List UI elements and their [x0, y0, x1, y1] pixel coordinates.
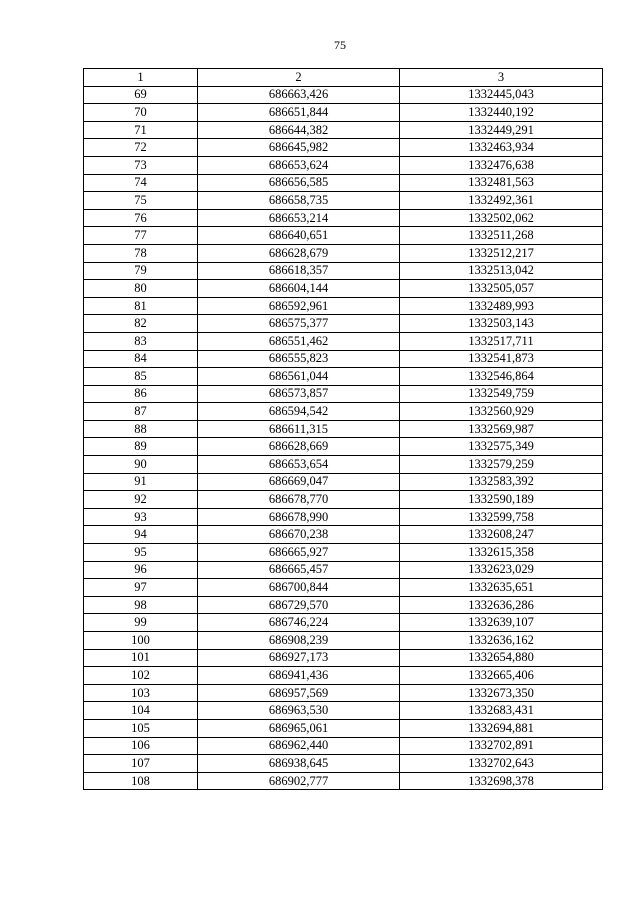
table-row — [84, 262, 603, 280]
x-coordinate-cell: 686965,061 — [198, 719, 400, 737]
y-coordinate-cell: 1332502,062 — [400, 209, 603, 227]
y-coordinate-cell: 1332517,711 — [400, 332, 603, 350]
point-number-cell: 90 — [84, 456, 198, 474]
x-coordinate-cell: 686700,844 — [198, 579, 400, 597]
y-coordinate-cell: 1332635,651 — [400, 579, 603, 597]
y-coordinate-cell: 1332463,934 — [400, 139, 603, 157]
y-coordinate-cell: 1332623,029 — [400, 561, 603, 579]
y-coordinate-cell: 1332449,291 — [400, 121, 603, 139]
y-coordinate-cell: 1332702,891 — [400, 737, 603, 755]
y-coordinate-cell: 1332636,286 — [400, 596, 603, 614]
table-row — [84, 174, 603, 192]
x-coordinate-cell: 686640,651 — [198, 227, 400, 245]
x-coordinate-cell: 686938,645 — [198, 755, 400, 773]
table-row — [84, 491, 603, 509]
table-row — [84, 526, 603, 544]
x-coordinate-cell: 686656,585 — [198, 174, 400, 192]
point-number-cell: 98 — [84, 596, 198, 614]
x-coordinate-cell: 686962,440 — [198, 737, 400, 755]
table-row — [84, 86, 603, 104]
x-coordinate-cell: 686592,961 — [198, 297, 400, 315]
x-coordinate-cell: 686963,530 — [198, 702, 400, 720]
x-coordinate-cell: 686941,436 — [198, 667, 400, 685]
point-number-cell: 70 — [84, 104, 198, 122]
point-number-cell: 89 — [84, 438, 198, 456]
point-number-cell: 96 — [84, 561, 198, 579]
y-coordinate-cell: 1332579,259 — [400, 456, 603, 474]
table-body — [84, 86, 603, 790]
point-number-cell: 76 — [84, 209, 198, 227]
table-row — [84, 104, 603, 122]
table-row — [84, 772, 603, 790]
y-coordinate-cell: 1332583,392 — [400, 473, 603, 491]
point-number-cell: 86 — [84, 385, 198, 403]
table-row — [84, 473, 603, 491]
table-row — [84, 297, 603, 315]
x-coordinate-cell: 686957,569 — [198, 684, 400, 702]
column-header-3: 3 — [400, 69, 603, 87]
x-coordinate-cell: 686927,173 — [198, 649, 400, 667]
y-coordinate-cell: 1332665,406 — [400, 667, 603, 685]
point-number-cell: 71 — [84, 121, 198, 139]
x-coordinate-cell: 686902,777 — [198, 772, 400, 790]
x-coordinate-cell: 686908,239 — [198, 632, 400, 650]
table-row — [84, 227, 603, 245]
y-coordinate-cell: 1332569,987 — [400, 420, 603, 438]
y-coordinate-cell: 1332702,643 — [400, 755, 603, 773]
table-row — [84, 385, 603, 403]
table-row — [84, 737, 603, 755]
point-number-cell: 85 — [84, 368, 198, 386]
x-coordinate-cell: 686644,382 — [198, 121, 400, 139]
table-row — [84, 702, 603, 720]
x-coordinate-cell: 686653,624 — [198, 156, 400, 174]
point-number-cell: 106 — [84, 737, 198, 755]
y-coordinate-cell: 1332549,759 — [400, 385, 603, 403]
y-coordinate-cell: 1332512,217 — [400, 244, 603, 262]
y-coordinate-cell: 1332503,143 — [400, 315, 603, 333]
point-number-cell: 87 — [84, 403, 198, 421]
table-row — [84, 315, 603, 333]
table-row — [84, 667, 603, 685]
point-number-cell: 82 — [84, 315, 198, 333]
y-coordinate-cell: 1332541,873 — [400, 350, 603, 368]
point-number-cell: 108 — [84, 772, 198, 790]
point-number-cell: 74 — [84, 174, 198, 192]
table-row — [84, 684, 603, 702]
y-coordinate-cell: 1332608,247 — [400, 526, 603, 544]
y-coordinate-cell: 1332440,192 — [400, 104, 603, 122]
table-row — [84, 280, 603, 298]
table-row — [84, 579, 603, 597]
x-coordinate-cell: 686594,542 — [198, 403, 400, 421]
y-coordinate-cell: 1332683,431 — [400, 702, 603, 720]
point-number-cell: 81 — [84, 297, 198, 315]
x-coordinate-cell: 686665,457 — [198, 561, 400, 579]
table-row — [84, 632, 603, 650]
point-number-cell: 73 — [84, 156, 198, 174]
x-coordinate-cell: 686658,735 — [198, 192, 400, 210]
y-coordinate-cell: 1332511,268 — [400, 227, 603, 245]
point-number-cell: 97 — [84, 579, 198, 597]
y-coordinate-cell: 1332654,880 — [400, 649, 603, 667]
coordinates-table — [83, 68, 603, 790]
x-coordinate-cell: 686653,214 — [198, 209, 400, 227]
table-row — [84, 121, 603, 139]
y-coordinate-cell: 1332575,349 — [400, 438, 603, 456]
x-coordinate-cell: 686551,462 — [198, 332, 400, 350]
table-row — [84, 209, 603, 227]
table-row — [84, 192, 603, 210]
table-row — [84, 156, 603, 174]
x-coordinate-cell: 686746,224 — [198, 614, 400, 632]
x-coordinate-cell: 686611,315 — [198, 420, 400, 438]
y-coordinate-cell: 1332481,563 — [400, 174, 603, 192]
y-coordinate-cell: 1332492,361 — [400, 192, 603, 210]
point-number-cell: 78 — [84, 244, 198, 262]
table-row — [84, 438, 603, 456]
x-coordinate-cell: 686663,426 — [198, 86, 400, 104]
point-number-cell: 100 — [84, 632, 198, 650]
x-coordinate-cell: 686678,770 — [198, 491, 400, 509]
point-number-cell: 69 — [84, 86, 198, 104]
y-coordinate-cell: 1332489,993 — [400, 297, 603, 315]
point-number-cell: 80 — [84, 280, 198, 298]
table-row — [84, 244, 603, 262]
x-coordinate-cell: 686670,238 — [198, 526, 400, 544]
x-coordinate-cell: 686628,679 — [198, 244, 400, 262]
point-number-cell: 102 — [84, 667, 198, 685]
y-coordinate-cell: 1332636,162 — [400, 632, 603, 650]
x-coordinate-cell: 686653,654 — [198, 456, 400, 474]
table-row — [84, 350, 603, 368]
point-number-cell: 94 — [84, 526, 198, 544]
point-number-cell: 75 — [84, 192, 198, 210]
table-header-row — [84, 69, 603, 87]
x-coordinate-cell: 686669,047 — [198, 473, 400, 491]
table-row — [84, 403, 603, 421]
table-row — [84, 508, 603, 526]
point-number-cell: 105 — [84, 719, 198, 737]
point-number-cell: 72 — [84, 139, 198, 157]
y-coordinate-cell: 1332698,378 — [400, 772, 603, 790]
point-number-cell: 95 — [84, 544, 198, 562]
table-row — [84, 719, 603, 737]
x-coordinate-cell: 686573,857 — [198, 385, 400, 403]
point-number-cell: 77 — [84, 227, 198, 245]
point-number-cell: 84 — [84, 350, 198, 368]
x-coordinate-cell: 686604,144 — [198, 280, 400, 298]
point-number-cell: 99 — [84, 614, 198, 632]
y-coordinate-cell: 1332639,107 — [400, 614, 603, 632]
x-coordinate-cell: 686645,982 — [198, 139, 400, 157]
table-row — [84, 332, 603, 350]
point-number-cell: 83 — [84, 332, 198, 350]
y-coordinate-cell: 1332513,042 — [400, 262, 603, 280]
y-coordinate-cell: 1332590,189 — [400, 491, 603, 509]
x-coordinate-cell: 686628,669 — [198, 438, 400, 456]
y-coordinate-cell: 1332694,881 — [400, 719, 603, 737]
y-coordinate-cell: 1332599,758 — [400, 508, 603, 526]
point-number-cell: 107 — [84, 755, 198, 773]
point-number-cell: 91 — [84, 473, 198, 491]
y-coordinate-cell: 1332673,350 — [400, 684, 603, 702]
y-coordinate-cell: 1332560,929 — [400, 403, 603, 421]
y-coordinate-cell: 1332615,358 — [400, 544, 603, 562]
x-coordinate-cell: 686618,357 — [198, 262, 400, 280]
table-row — [84, 420, 603, 438]
x-coordinate-cell: 686555,823 — [198, 350, 400, 368]
x-coordinate-cell: 686729,570 — [198, 596, 400, 614]
x-coordinate-cell: 686575,377 — [198, 315, 400, 333]
point-number-cell: 92 — [84, 491, 198, 509]
y-coordinate-cell: 1332546,864 — [400, 368, 603, 386]
table-row — [84, 561, 603, 579]
point-number-cell: 79 — [84, 262, 198, 280]
table-row — [84, 544, 603, 562]
table-row — [84, 596, 603, 614]
x-coordinate-cell: 686561,044 — [198, 368, 400, 386]
table-row — [84, 456, 603, 474]
column-header-1: 1 — [84, 69, 198, 87]
x-coordinate-cell: 686678,990 — [198, 508, 400, 526]
table-row — [84, 368, 603, 386]
table-row — [84, 755, 603, 773]
table-row — [84, 614, 603, 632]
point-number-cell: 103 — [84, 684, 198, 702]
point-number-cell: 101 — [84, 649, 198, 667]
point-number-cell: 93 — [84, 508, 198, 526]
table-row — [84, 649, 603, 667]
point-number-cell: 88 — [84, 420, 198, 438]
x-coordinate-cell: 686665,927 — [198, 544, 400, 562]
y-coordinate-cell: 1332476,638 — [400, 156, 603, 174]
column-header-2: 2 — [198, 69, 400, 87]
point-number-cell: 104 — [84, 702, 198, 720]
x-coordinate-cell: 686651,844 — [198, 104, 400, 122]
y-coordinate-cell: 1332445,043 — [400, 86, 603, 104]
table-row — [84, 139, 603, 157]
page-number: 75 — [334, 38, 346, 52]
y-coordinate-cell: 1332505,057 — [400, 280, 603, 298]
